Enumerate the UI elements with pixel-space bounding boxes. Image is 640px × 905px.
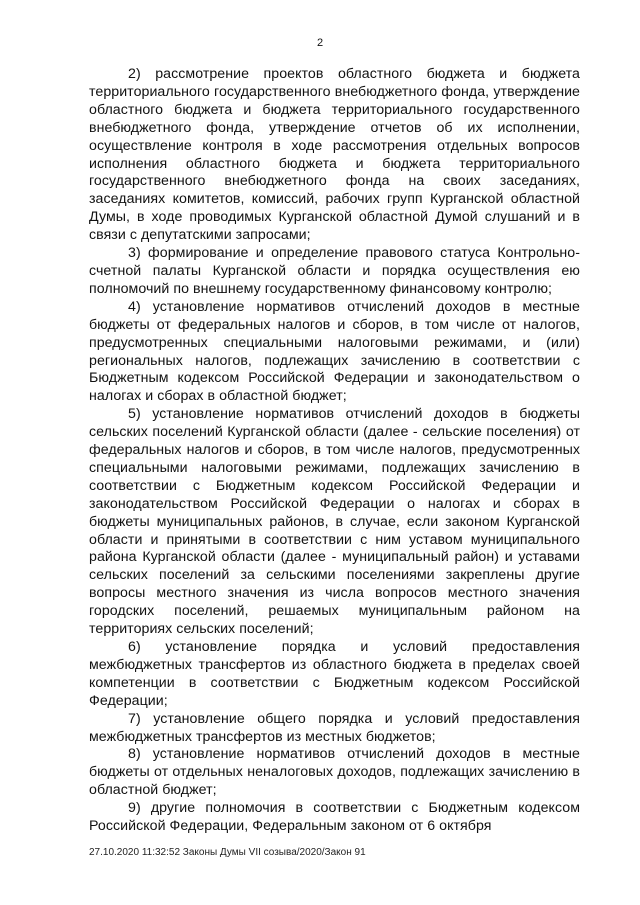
paragraph-item-6: 6) установление порядка и условий предоставления межбюджетных трансфертов из областного бюджета в пределах своей компетенции в соответствии с Бюджетным кодексом Российской Федерации; [89, 639, 580, 709]
page-number: 2 [316, 37, 324, 49]
paragraph-item-2: 2) рассмотрение проектов областного бюджета и бюджета территориального государственного внебюджетного фонда, утверждение областного бюджета и бюджета территориального государственного внебюджетного фонда, утверждение отчетов об их исполнении, осуществление контроля в ходе рассмотрения отдельных вопросов исполнения областного бюджета и бюджета территориального государственного внебюджетного фонда на своих заседаниях, заседаниях комитетов, комиссий, рабочих групп Курганской областной Думы, в ходе проводимых Курганской областной Думой слушаний и в связи с депутатскими запросами; [89, 66, 580, 244]
document-body [89, 66, 580, 836]
paragraph-item-5: 5) установление нормативов отчислений доходов в бюджеты сельских поселений Курганской области (далее - сельские поселения) от федеральных налогов и сборов, в том числе налогов, предусмотренных специальными налоговыми режимами, подлежащих зачислению в соответствии с Бюджетным кодексом Российской Федерации и законодательством Российской Федерации о налогах и сборах в бюджеты муниципальных районов, в случае, если законом Курганской области и принятыми в соответствии с ним уставом муниципального района Курганской области (далее - муниципальный район) и уставами сельских поселений за сельскими поселениями закреплены другие вопросы местного значения из числа вопросов местного значения городских поселений, решаемых муниципальным районом на территориях сельских поселений; [89, 406, 580, 638]
paragraph-item-9: 9) другие полномочия в соответствии с Бюджетным кодексом Российской Федерации, Федеральным законом от 6 октября [89, 800, 580, 835]
paragraph-item-8: 8) установление нормативов отчислений доходов в местные бюджеты от отдельных неналоговых доходов, подлежащих зачислению в областной бюджет; [89, 746, 580, 799]
paragraph-item-4: 4) установление нормативов отчислений доходов в местные бюджеты от федеральных налогов и сборов, в том числе от налогов, предусмотренных специальными налоговыми режимами, и (или) региональных налогов, подлежащих зачислению в соответствии с Бюджетным кодексом Российской Федерации и законодательством о налогах и сборах в областной бюджет; [89, 298, 580, 405]
document-footer: 27.10.2020 11:32:52 Законы Думы VII созыва/2020/Закон 91 [89, 847, 366, 858]
paragraph-item-3: 3) формирование и определение правового статуса Контрольно-счетной палаты Курганской области и порядка осуществления ею полномочий по внешнему государственному финансовому контролю; [89, 245, 580, 297]
paragraph-item-7: 7) установление общего порядка и условий предоставления межбюджетных трансфертов из местных бюджетов; [89, 710, 580, 745]
